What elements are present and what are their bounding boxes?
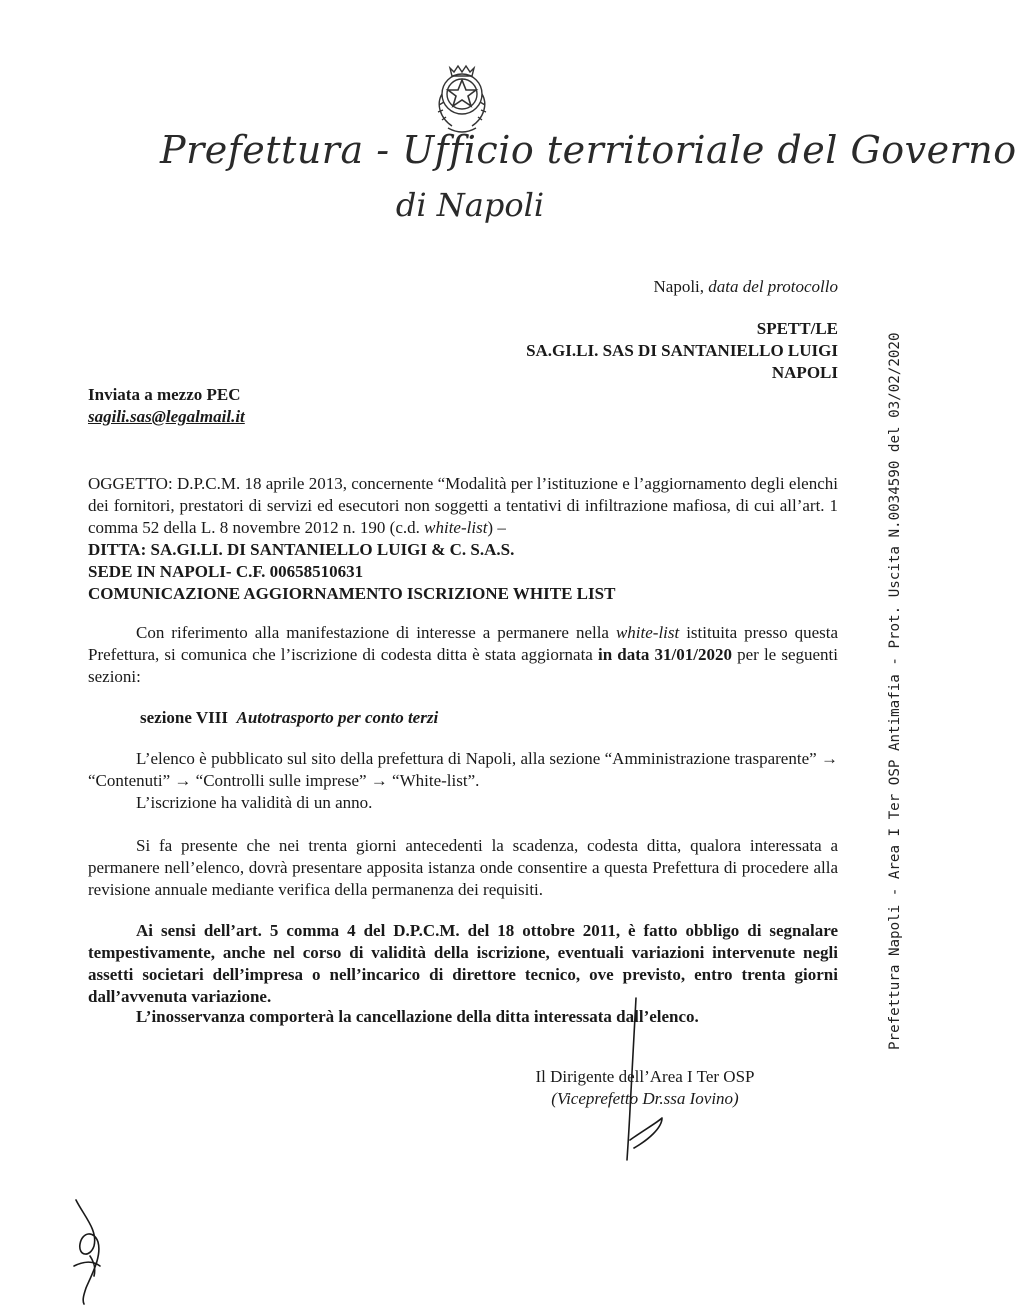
- subject-block: [88, 473, 838, 539]
- text-run: Con riferimento alla manifestazione di interesse a permanere nella: [136, 623, 609, 642]
- subject-details: [88, 539, 838, 605]
- date-text: data del protocollo: [708, 277, 838, 296]
- text-run: per le seguenti sezioni:: [88, 645, 838, 686]
- delivery-label: Inviata a mezzo PEC: [88, 385, 241, 404]
- subject-sede: SEDE IN NAPOLI- C.F. 00658510631: [88, 562, 364, 581]
- paragraph-4: Ai sensi dell’art. 5 comma 4 del D.P.C.M. del 18 ottobre 2011, è fatto obbligo di segnalare tempestivamente, anche nel corso di validità della iscrizione, eventuali variazioni intervenute negli assetti societari dell’impresa o nell’incarico di direttore tecnico, ove previsto, entro trenta giorni dall’avvenuta variazione.: [88, 921, 838, 1006]
- signature-mark-icon: [600, 990, 680, 1170]
- signature-name: (Viceprefetto Dr.ssa Iovino): [551, 1089, 739, 1108]
- initials-mark-icon: [64, 1196, 116, 1308]
- paragraph-5: L’inosservanza comporterà la cancellazione della ditta interessata dall’elenco.: [136, 1007, 699, 1026]
- text-run: L’elenco è pubblicato sul sito della prefettura di Napoli, alla sezione “Amministrazione trasparente” → “Contenuti” → “Controlli sulle imprese” → “White-list”.: [88, 749, 838, 790]
- paragraph-2b: L’iscrizione ha validità di un anno.: [136, 793, 373, 812]
- recipient-line: SA.GI.LI. SAS DI SANTANIELLO LUIGI: [526, 341, 838, 360]
- section-name: Autotrasporto per conto terzi: [236, 708, 439, 727]
- subject-lead-end: ) –: [487, 518, 506, 537]
- delivery-block: [88, 384, 488, 428]
- recipient-block: [400, 318, 838, 384]
- text-run-italic: white-list: [615, 623, 680, 642]
- protocol-stamp: Prefettura Napoli - Area I Ter OSP Antimafia - Prot. Uscita N.0034590 del 03/02/2020: [887, 332, 903, 1050]
- text-run-bold: in data 31/01/2020: [597, 645, 732, 664]
- pec-email: sagili.sas@legalmail.it: [88, 407, 245, 426]
- date-city: Napoli,: [653, 277, 705, 296]
- subject-lead: OGGETTO: D.P.C.M. 18 aprile 2013, concernente “Modalità per l’istituzione e l’aggiornamento degli elenchi dei fornitori, prestatori di servizi ed esecutori non soggetti a tentativi di infiltrazione mafiosa, di cui all’art. 1 comma 52 della L. 8 novembre 2012 n. 190 (c.d.: [88, 474, 838, 537]
- date-line: [500, 276, 838, 298]
- subject-comunicazione: COMUNICAZIONE AGGIORNAMENTO ISCRIZIONE WHITE LIST: [88, 584, 616, 603]
- text-run: istituita presso questa Prefettura, si comunica che l’iscrizione di codesta ditta è stata aggiornata: [88, 623, 839, 664]
- paragraph-3: Si fa presente che nei trenta giorni antecedenti la scadenza, codesta ditta, qualora interessata a permanere nell’elenco, dovrà presentare apposita istanza onde consentire a questa Prefettura di procedere alla revisione annuale mediante verifica della permanenza dei requisiti.: [88, 836, 838, 899]
- paragraph-1: [88, 622, 838, 688]
- signature-title: Il Dirigente dell’Area I Ter OSP: [535, 1067, 755, 1086]
- section-label: sezione VIII: [140, 708, 228, 727]
- office-heading-city: di Napoli: [395, 186, 545, 224]
- paragraph-2: [88, 748, 838, 792]
- subject-italic: white-list: [424, 518, 488, 537]
- section-line: [140, 707, 740, 729]
- office-heading: Prefettura - Ufficio territoriale del Governo: [160, 128, 1017, 172]
- subject-ditta: DITTA: SA.GI.LI. DI SANTANIELLO LUIGI & C. S.A.S.: [88, 540, 515, 559]
- recipient-line: NAPOLI: [771, 363, 838, 382]
- recipient-line: SPETT/LE: [756, 319, 838, 338]
